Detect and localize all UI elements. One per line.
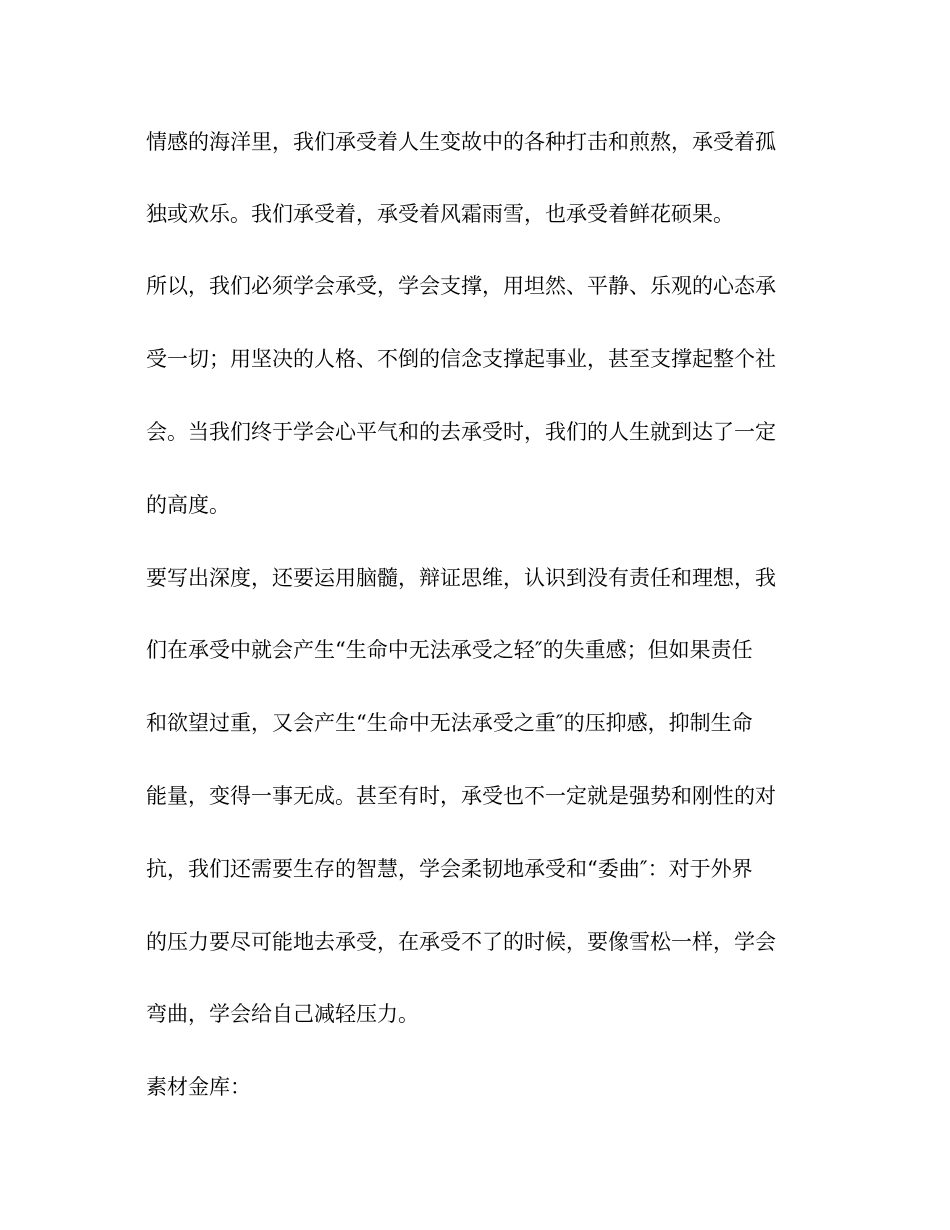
text-line: 独或欢乐。我们承受着，承受着风霜雨雪，也承受着鲜花硕果。 [146, 202, 734, 226]
text-line: 要写出深度，还要运用脑髓，辩证思维，认识到没有责任和理想，我 [146, 566, 776, 590]
text-line: 们在承受中就会产生“生命中无法承受之轻″的失重感；但如果责任 [146, 638, 753, 662]
section-heading: 素材金库： [146, 1075, 251, 1099]
text-line: 弯曲，学会给自己减轻压力。 [146, 1002, 419, 1026]
text-line: 受一切；用坚决的人格、不倒的信念支撑起事业，甚至支撑起整个社 [146, 347, 776, 371]
text-line: 的高度。 [146, 493, 230, 517]
text-line: 能量，变得一事无成。甚至有时，承受也不一定就是强势和刚性的对 [146, 784, 776, 808]
text-line: 的压力要尽可能地去承受，在承受不了的时候，要像雪松一样，学会 [146, 930, 776, 954]
text-line: 和欲望过重，又会产生“生命中无法承受之重″的压抑感，抑制生命 [146, 711, 753, 735]
text-line: 会。当我们终于学会心平气和的去承受时，我们的人生就到达了一定 [146, 420, 776, 444]
text-line: 情感的海洋里，我们承受着人生变故中的各种打击和煎熬，承受着孤 [146, 130, 776, 154]
text-line: 抗，我们还需要生存的智慧，学会柔韧地承受和“委曲″：对于外界 [146, 857, 753, 881]
text-line: 所以，我们必须学会承受，学会支撑，用坦然、平静、乐观的心态承 [146, 274, 776, 298]
